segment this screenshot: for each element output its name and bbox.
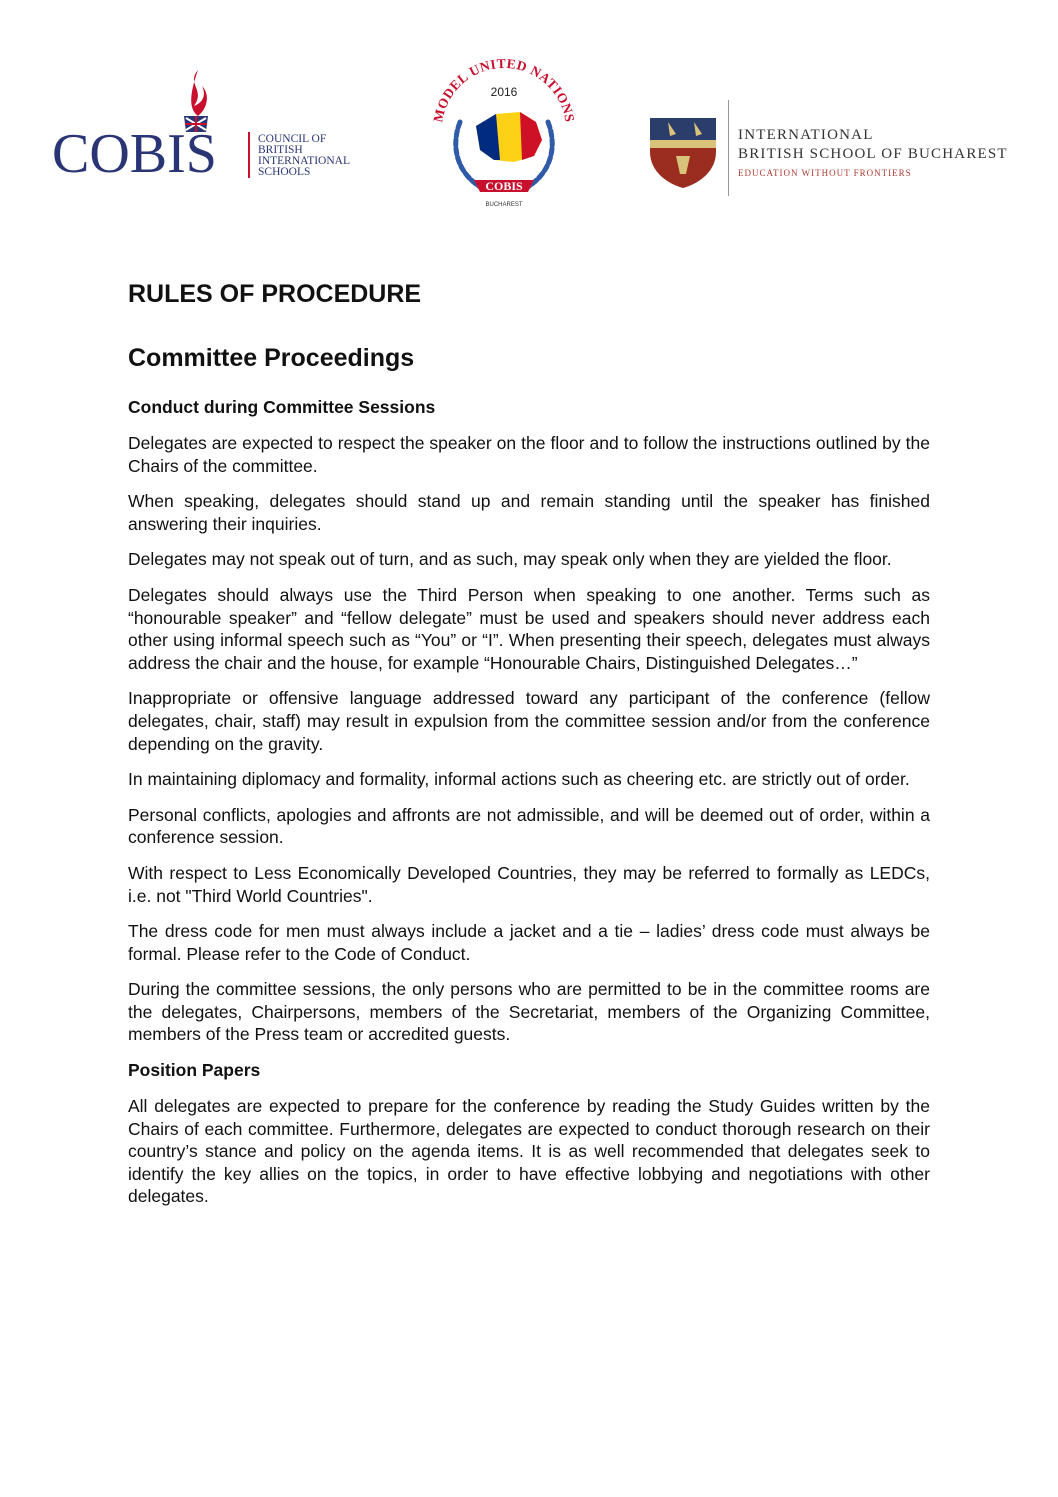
cobis-wordmark: COBIS [52, 123, 217, 185]
conduct-heading: Conduct during Committee Sessions [128, 397, 436, 417]
ibsb-divider [728, 100, 729, 196]
position-paragraph: All delegates are expected to prepare for the conference by reading the Study Guides written by the Chairs of each committee. Furthermore, delegates are expected to conduct thorough research on their country’s stance and policy on the agenda items. It is as well recommended that delegates seek to identify the key allies on the topics, in order to have effective lobbying and negotiations with other delegates. [128, 1096, 930, 1207]
ibsb-logo [640, 100, 1020, 200]
conduct-paragraph: Delegates are expected to respect the speaker on the floor and to follow the instructions outlined by the Chairs of the committee. [128, 433, 930, 476]
mun-ribbon-text: COBIS [485, 179, 523, 193]
conduct-paragraph: Delegates may not speak out of turn, and as such, may speak only when they are yielded the floor. [128, 549, 892, 570]
conduct-paragraph: The dress code for men must always include a jacket and a tie – ladies’ dress code must always be formal. Please refer to the Code of Conduct. [128, 921, 930, 964]
mun-emblem [424, 52, 584, 227]
conduct-paragraph: With respect to Less Economically Developed Countries, they may be referred to formally as LEDCs, i.e. not "Third World Countries". [128, 862, 930, 906]
cobis-logo [52, 68, 382, 188]
cobis-subtitle-line: COUNCIL OF [258, 133, 327, 145]
mun-year: 2016 [490, 85, 518, 99]
cobis-subtitle [258, 134, 350, 178]
mun-emblem-graphic [424, 52, 584, 227]
conduct-paragraph: When speaking, delegates should stand up and remain standing until the speaker has finished answering their inquiries. [128, 491, 930, 534]
mun-city: BUCHAREST [485, 202, 523, 208]
document-title: RULES OF PROCEDURE [128, 280, 422, 308]
conduct-paragraph: Delegates should always use the Third Person when speaking to one another. Terms such as “honourable speaker” and “fellow delegate” must be used and speakers should never address each other using informal speech such as “You” or “I”. When presenting their speech, delegates must always address the chair and the house, for example “Honourable Chairs, Distinguished Delegates…” [128, 584, 930, 673]
cobis-subtitle-line: BRITISH [258, 144, 303, 156]
ibsb-name-line2: BRITISH SCHOOL OF BUCHAREST [738, 146, 1008, 162]
ibsb-tagline: EDUCATION WITHOUT FRONTIERS [738, 168, 912, 178]
cobis-subtitle-line: SCHOOLS [258, 166, 311, 178]
page-header [0, 0, 1058, 240]
conduct-paragraph: During the committee sessions, the only persons who are permitted to be in the committee rooms are the delegates, Chairpersons, members of the Secretariat, members of the Organizing Committee, members of the Press team or accredited guests. [128, 979, 930, 1045]
document-body [128, 276, 930, 1208]
conduct-paragraph: In maintaining diplomacy and formality, informal actions such as cheering etc. are strictly out of order. [128, 769, 910, 790]
section-title: Committee Proceedings [128, 344, 415, 372]
cobis-separator [248, 132, 250, 178]
cobis-subtitle-line: INTERNATIONAL [258, 155, 350, 167]
ibsb-text-block [738, 126, 1008, 178]
ibsb-name-line1: INTERNATIONAL [738, 127, 874, 143]
mun-arc-text: MODEL UNITED NATIONS [430, 55, 578, 124]
ibsb-crest-icon [646, 112, 720, 190]
position-papers-heading: Position Papers [128, 1060, 261, 1081]
conduct-paragraph: Inappropriate or offensive language addressed toward any participant of the conference (fellow delegates, chair, staff) may result in expulsion from the committee session and/or from the conference depending on the gravity. [128, 688, 930, 754]
conduct-paragraph: Personal conflicts, apologies and affronts are not admissible, and will be deemed out of order, within a conference session. [128, 804, 930, 848]
